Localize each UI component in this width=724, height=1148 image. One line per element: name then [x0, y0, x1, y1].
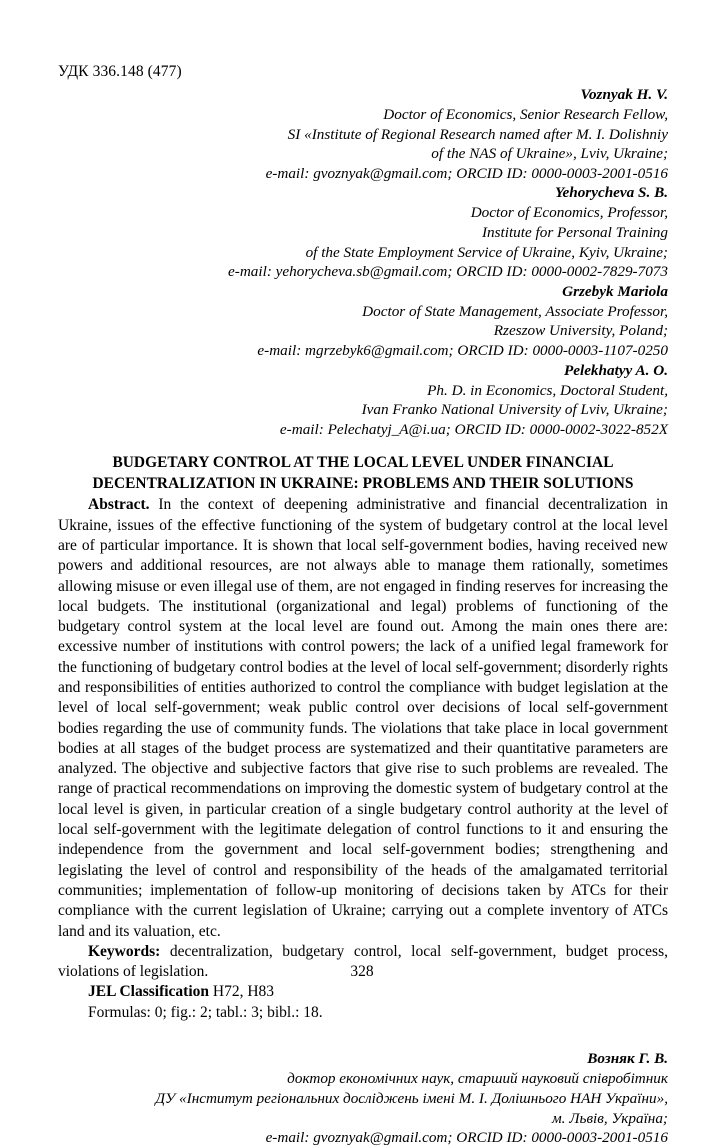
title-line-1: BUDGETARY CONTROL AT THE LOCAL LEVEL UNDER FINANCIAL: [112, 454, 614, 472]
author-affiliation-line: Doctor of Economics, Senior Research Fellow,: [383, 106, 668, 123]
author-block-2: [58, 183, 668, 281]
author-name: Yehorycheva S. B.: [554, 184, 668, 202]
author-block-3: [58, 282, 668, 361]
author-affiliation-line: Doctor of Economics, Professor,: [470, 204, 668, 222]
formulas-counts: Formulas: 0; fig.: 2; tabl.: 3; bibl.: 18.: [88, 1003, 323, 1021]
author-contact-line: e-mail: yehorycheva.sb@gmail.com; ORCID ID: 0000-0002-7829-7073: [228, 263, 668, 281]
page-number: 328: [350, 963, 374, 980]
ua-author-affiliation-line: доктор економічних наук, старший науковий співробітник: [287, 1070, 668, 1088]
abstract-section: [58, 495, 668, 942]
author-affiliation-line: Doctor of State Management, Associate Professor,: [362, 302, 668, 320]
author-name: Pelekhatyy A. O.: [563, 361, 668, 379]
page-content: [58, 62, 668, 1148]
author-contact-line: e-mail: Pelechatyj_A@i.ua; ORCID ID: 0000-0002-3022-852X: [279, 420, 668, 438]
author-block-4: [58, 361, 668, 440]
jel-classification: [58, 982, 668, 1002]
ua-author-contact-line: e-mail: gvoznyak@gmail.com; ORCID ID: 0000-0003-2001-0516: [265, 1129, 668, 1147]
author-affiliation-line: SI «Institute of Regional Research named after M. I. Dolishniy: [287, 125, 668, 143]
author-affiliation-line: Rzeszow University, Poland;: [493, 322, 668, 340]
title-line-2: DECENTRALIZATION IN UKRAINE: PROBLEMS AND THEIR SOLUTIONS: [92, 474, 634, 492]
abstract-label: Abstract.: [88, 496, 150, 514]
ua-author-block: [58, 1049, 668, 1148]
author-affiliation-line: Ivan Franko National University of Lviv, Ukraine;: [361, 401, 668, 419]
abstract-text: In the context of deepening administrative and financial decentralization in Ukraine, issues of the effective functioning of the system of budgetary control at the local level are of particular importance. It is shown that local self-government bodies, having received new powers and additional resources, are not always able to manage them rationally, sometimes allowing misuse or even illegal use of them, are not engaged in finding reserves for increasing the local budgets. The institutional (organizational and legal) problems of functioning of the budgetary control system at the local level are found out. Among the main ones there are: excessive number of institutions with control powers; the lack of a unified legal framework for the functioning of budgetary control bodies at the level of local self-government; disorderly rights and responsibilities of entities authorized to control the compliance with budget legislation at the level of local self-government; weak public control over decisions of local self-government bodies regarding the use of community funds. The violations that take place in local government bodies at all stages of the budget process are systematized and their quantitative parameters are analyzed. The objective and subjective factors that give rise to such problems are revealed. The range of practical recommendations on improving the domestic system of budgetary control at the local level is given, in particular creation of a single budgetary control authority at the level of local self-government with the legitimate delegation of control functions to it and ensuring the independence from the government and local self-government bodies; strengthening and legislating the level of control and responsibility of the heads of the amalgamated territorial communities; implementation of follow-up monitoring of decisions taken by ATCs for their compliance with the current legislation of Ukraine; carrying out a complete inventory of ATCs land and its valuation, etc.: [58, 496, 668, 940]
author-affiliation-line: Ph. D. in Economics, Doctoral Student,: [427, 381, 668, 399]
jel-label: JEL Classification: [88, 983, 210, 1001]
keywords-label: Keywords:: [88, 942, 161, 960]
author-affiliation-line: Institute for Personal Training: [481, 223, 668, 241]
author-name: Voznyak H. V.: [580, 86, 668, 103]
author-contact-line: e-mail: gvoznyak@gmail.com; ORCID ID: 0000-0003-2001-0516: [265, 164, 668, 182]
ua-author-name: Возняк Г. В.: [587, 1050, 668, 1068]
author-block-1: [58, 85, 668, 183]
author-affiliation-line: of the NAS of Ukraine», Lviv, Ukraine;: [431, 145, 668, 163]
keywords-text: decentralization, budgetary control, local self-government, budget process, violations of legislation.: [58, 942, 668, 981]
page-title: [58, 453, 668, 494]
author-affiliation-line: of the State Employment Service of Ukraine, Kyiv, Ukraine;: [305, 243, 668, 261]
jel-codes: H72, H83: [209, 983, 275, 1001]
abstract-paragraph: [58, 495, 668, 942]
ua-author-affiliation-line: ДУ «Інститут регіональних досліджень імені М. І. Долішнього НАН України»,: [155, 1089, 668, 1107]
udc-code: УДК 336.148 (477): [58, 63, 182, 80]
ua-author-affiliation-line: м. Львів, Україна;: [551, 1109, 668, 1127]
author-contact-line: e-mail: mgrzebyk6@gmail.com; ORCID ID: 0000-0003-1107-0250: [257, 341, 668, 359]
author-name: Grzebyk Mariola: [562, 282, 668, 300]
